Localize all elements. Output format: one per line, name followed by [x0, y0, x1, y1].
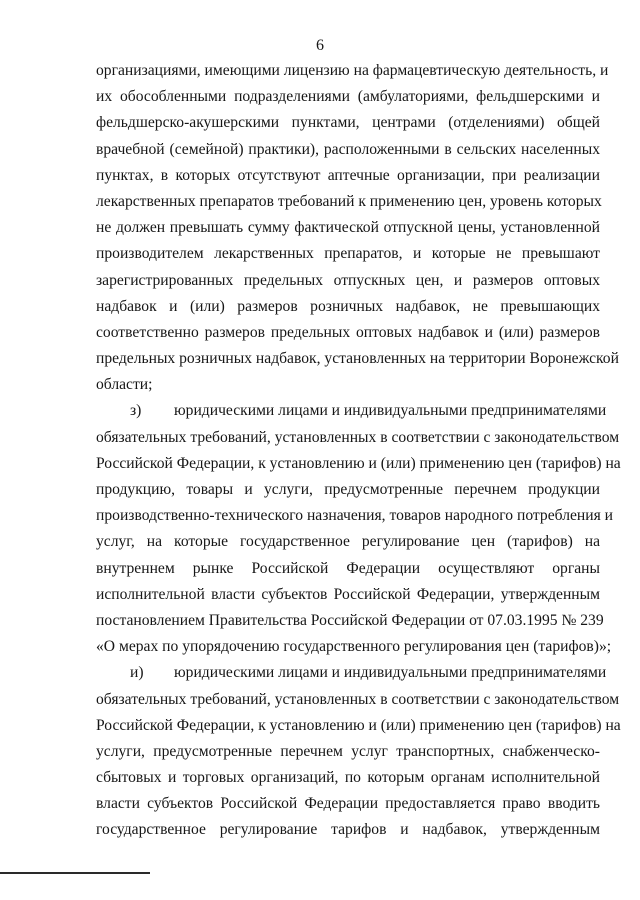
text-line: надбавок и (или) размеров розничных надбавок, не превышающих — [96, 297, 600, 315]
item-i-label: и) — [130, 664, 144, 682]
scan-edge-mark — [0, 872, 150, 874]
item-i — [96, 660, 621, 843]
paragraph-continuation — [96, 58, 619, 398]
text-line: Российской Федерации, к установлению и (или) применению цен (тарифов) на — [96, 716, 621, 734]
text-line: постановлением Правительства Российской Федерации от 07.03.1995 № 239 — [96, 611, 604, 629]
text-line: предельных розничных надбавок, установленных на территории Воронежской — [96, 350, 619, 368]
text-line: не должен превышать сумму фактической отпускной цены, установленной — [96, 219, 600, 237]
text-line: продукцию, товары и услуги, предусмотренные перечнем продукции — [96, 481, 600, 498]
text-line: области; — [96, 376, 153, 394]
text-line: фельдшерско-акушерскими пунктами, центрами (отделениями) общей — [96, 114, 600, 132]
text-line: организациями, имеющими лицензию на фармацевтическую деятельность, и — [96, 62, 609, 79]
text-line: врачебной (семейной) практики), расположенными в сельских населенных — [96, 140, 600, 158]
text-line: услуг, на которые государственное регулирование цен (тарифов) на — [96, 533, 600, 551]
text-line: «О мерах по упорядочению государственного регулирования цен (тарифов)»; — [96, 638, 612, 656]
text-line: обязательных требований, установленных в соответствии с законодательством — [96, 428, 620, 446]
item-i-first-line — [96, 660, 607, 686]
item-i-first-text: юридическими лицами и индивидуальными предпринимателями — [174, 664, 607, 682]
text-line: производственно-технического назначения, товаров народного потребления и — [96, 507, 613, 525]
text-line: внутреннем рынке Российской Федерации осуществляют органы — [96, 559, 600, 577]
page-number: 6 — [316, 37, 324, 54]
text-line: обязательных требований, установленных в соответствии с законодательством — [96, 690, 620, 708]
text-line: государственное регулирование тарифов и надбавок, утвержденным — [96, 821, 600, 839]
item-z-first-line — [96, 398, 607, 424]
text-line: пунктах, в которых отсутствуют аптечные организации, при реализации — [96, 166, 600, 184]
item-z-first-text: юридическими лицами и индивидуальными предпринимателями — [174, 402, 607, 420]
document-body — [96, 58, 621, 844]
text-line: Российской Федерации, к установлению и (или) применению цен (тарифов) на — [96, 454, 621, 472]
text-line: соответственно размеров предельных оптовых надбавок и (или) размеров — [96, 323, 600, 341]
text-line: лекарственных препаратов требований к применению цен, уровень которых — [96, 192, 602, 210]
text-line: производителем лекарственных препаратов, и которые не превышают — [96, 245, 600, 263]
text-line: власти субъектов Российской Федерации предоставляется право вводить — [96, 795, 600, 813]
item-z — [96, 398, 621, 660]
text-line: сбытовых и торговых организаций, по которым органам исполнительной — [96, 769, 600, 787]
text-line: исполнительной власти субъектов Российской Федерации, утвержденным — [96, 585, 600, 603]
text-line: зарегистрированных предельных отпускных цен, и размеров оптовых — [96, 271, 600, 289]
text-line: услуги, предусмотренные перечнем услуг транспортных, снабженческо- — [96, 742, 600, 760]
text-line: их обособленными подразделениями (амбулаториями, фельдшерскими и — [96, 88, 600, 106]
item-z-label: з) — [130, 402, 142, 420]
